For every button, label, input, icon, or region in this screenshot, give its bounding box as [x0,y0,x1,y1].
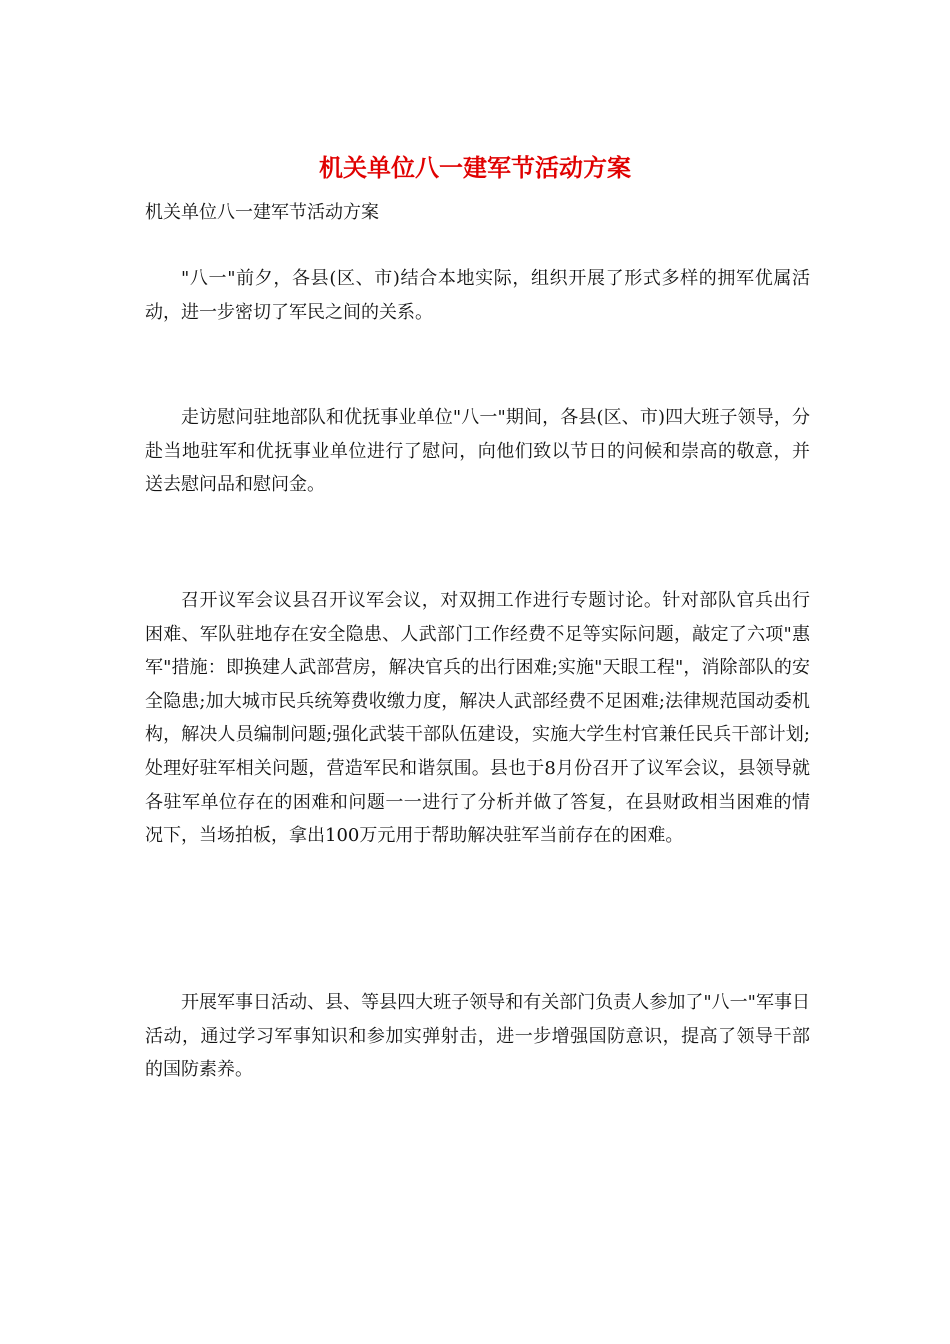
document-subtitle: 机关单位八一建军节活动方案 [145,202,379,223]
paragraph-2: 走访慰问驻地部队和优抚事业单位"八一"期间，各县(区、市)四大班子领导，分赴当地驻军和优抚事业单位进行了慰问，向他们致以节日的问候和崇高的敬意，并送去慰问品和慰问金。 [145,407,810,496]
document-title: 机关单位八一建军节活动方案 [319,153,631,182]
paragraph-1: "八一"前夕，各县(区、市)结合本地实际，组织开展了形式多样的拥军优属活动，进一步密切了军民之间的关系。 [145,268,810,323]
paragraph-4: 开展军事日活动、县、等县四大班子领导和有关部门负责人参加了"八一"军事日活动，通过学习军事知识和参加实弹射击，进一步增强国防意识，提高了领导干部的国防素养。 [145,992,810,1081]
paragraph-3: 召开议军会议县召开议军会议，对双拥工作进行专题讨论。针对部队官兵出行困难、军队驻地存在安全隐患、人武部门工作经费不足等实际问题，敲定了六项"惠军"措施：即换建人武部营房，解决官兵的出行困难;实施"天眼工程"，消除部队的安全隐患;加大城市民兵统筹费收缴力度，解决人武部经费不足困难;法律规范国动委机构，解决人员编制问题;强化武装干部队伍建设，实施大学生村官兼任民兵干部计划;处理好驻军相关问题，营造军民和谐氛围。县也于8月份召开了议军会议，县领导就各驻军单位存在的困难和问题一一进行了分析并做了答复，在县财政相当困难的情况下，当场拍板，拿出100万元用于帮助解决驻军当前存在的困难。 [145,590,810,847]
